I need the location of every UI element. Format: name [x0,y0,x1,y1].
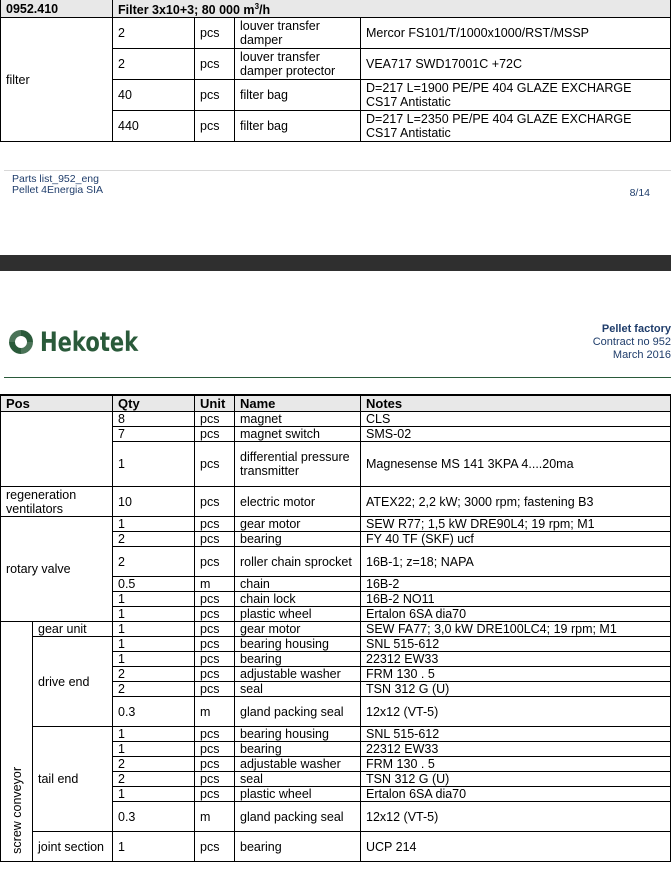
unit-cell: pcs [195,532,235,547]
footer-doc-name: Parts list_952_eng [12,173,99,185]
notes-cell: 16B-1; z=18; NAPA [361,547,671,577]
unit-cell: pcs [195,592,235,607]
filter-table [0,0,671,142]
table-row [1,412,671,427]
table-row [1,487,671,517]
notes-cell: ATEX22; 2,2 kW; 3000 rpm; fastening B3 [361,487,671,517]
notes-cell: CLS [361,412,671,427]
notes-cell: 12x12 (VT-5) [361,802,671,832]
page-8 [0,0,671,255]
unit-cell: pcs [195,652,235,667]
qty-cell: 8 [113,412,195,427]
notes-cell: SNL 515-612 [361,637,671,652]
footer-company: Pellet 4Energia SIA [12,184,104,196]
group-label: regeneration ventilators [1,487,113,517]
filter-title: Filter 3x10+3; 80 000 $m^3/h$ [113,0,671,18]
unit-cell: pcs [195,787,235,802]
qty-cell: 1 [113,442,195,487]
qty-cell: 1 [113,592,195,607]
qty-cell: 1 [113,787,195,802]
unit-cell: m [195,577,235,592]
unit-cell: pcs [195,111,235,142]
unit-cell: pcs [195,727,235,742]
notes-cell: FRM 130 . 5 [361,667,671,682]
notes-cell: TSN 312 G (U) [361,682,671,697]
col-pos: Pos [1,395,113,412]
contract-number: Contract no 952 [592,336,671,348]
table-header-row [1,395,671,412]
notes-cell: Magnesense MS 141 3KPA 4....20ma [361,442,671,487]
empty-group [1,412,113,487]
logo-wordmark: Hekotek [40,326,139,358]
qty-cell: 1 [113,637,195,652]
name-cell: bearing [235,832,361,862]
name-cell: bearing [235,532,361,547]
unit-cell: pcs [195,622,235,637]
name-cell: bearing [235,742,361,757]
filter-pos: 0952.410 [1,0,113,18]
name-cell: magnet [235,412,361,427]
notes-cell: 16B-2 [361,577,671,592]
qty-cell: 0.3 [113,697,195,727]
notes-cell: D=217 L=2350 PE/PE 404 GLAZE EXCHARGE CS17 Antistatic [361,111,671,142]
unit-cell: pcs [195,757,235,772]
qty-cell: 1 [113,607,195,622]
name-cell: bearing housing [235,727,361,742]
header-divider [4,377,671,378]
subgroup-label: drive end [33,637,113,727]
qty-cell: 2 [113,772,195,787]
unit-cell: pcs [195,517,235,532]
name-cell: plastic wheel [235,607,361,622]
qty-cell: 2 [113,667,195,682]
name-cell: filter bag [235,111,361,142]
name-cell: louver transfer damper protector [235,49,361,80]
notes-cell: SMS-02 [361,427,671,442]
name-cell: electric motor [235,487,361,517]
name-cell: roller chain sprocket [235,547,361,577]
page-separator [0,255,671,271]
name-cell: plastic wheel [235,787,361,802]
section-label-text: screw conveyor [9,767,24,854]
notes-cell: SNL 515-612 [361,727,671,742]
table-row [1,637,671,652]
unit-cell: pcs [195,18,235,49]
qty-cell: 7 [113,427,195,442]
col-unit: Unit [195,395,235,412]
name-cell: filter bag [235,80,361,111]
name-cell: gear motor [235,517,361,532]
notes-cell: Mercor FS101/T/1000x1000/RST/MSSP [361,18,671,49]
table-row [1,832,671,862]
col-qty: Qty [113,395,195,412]
qty-cell: 1 [113,742,195,757]
qty-cell: 1 [113,832,195,862]
subgroup-label: joint section [33,832,113,862]
group-label: rotary valve [1,517,113,622]
name-cell: gear motor [235,622,361,637]
subgroup-label: gear unit [33,622,113,637]
qty-cell: 2 [113,547,195,577]
name-cell: adjustable washer [235,667,361,682]
notes-cell: 12x12 (VT-5) [361,697,671,727]
table-row [1,517,671,532]
table-row [1,727,671,742]
notes-cell: 22312 EW33 [361,742,671,757]
qty-cell: 1 [113,727,195,742]
unit-cell: pcs [195,547,235,577]
notes-cell: VEA717 SWD17001C +72C [361,49,671,80]
unit-cell: pcs [195,607,235,622]
notes-cell: TSN 312 G (U) [361,772,671,787]
group-label: filter [1,18,113,142]
page-number: 8/14 [629,187,650,199]
parts-table [0,394,671,862]
unit-cell: pcs [195,487,235,517]
unit-cell: m [195,802,235,832]
name-cell: chain [235,577,361,592]
name-cell: magnet switch [235,427,361,442]
qty-cell: 2 [113,49,195,80]
qty-cell: 1 [113,517,195,532]
unit-cell: pcs [195,637,235,652]
hekotek-logo-icon [6,327,36,357]
qty-cell: 1 [113,622,195,637]
notes-cell: 16B-2 NO11 [361,592,671,607]
name-cell: differential pressure transmitter [235,442,361,487]
qty-cell: 40 [113,80,195,111]
name-cell: seal [235,682,361,697]
unit-cell: pcs [195,682,235,697]
name-cell: bearing housing [235,637,361,652]
name-cell: louver transfer damper [235,18,361,49]
unit-cell: pcs [195,742,235,757]
qty-cell: 2 [113,532,195,547]
unit-cell: pcs [195,49,235,80]
name-cell: seal [235,772,361,787]
col-name: Name [235,395,361,412]
page-9 [0,271,671,896]
notes-cell: FY 40 TF (SKF) ucf [361,532,671,547]
notes-cell: UCP 214 [361,832,671,862]
footer-divider [4,170,671,171]
unit-cell: m [195,697,235,727]
col-notes: Notes [361,395,671,412]
name-cell: gland packing seal [235,802,361,832]
section-label [1,622,33,862]
name-cell: chain lock [235,592,361,607]
name-cell: bearing [235,652,361,667]
filter-header-row [1,0,671,18]
table-row [1,622,671,637]
unit-cell: pcs [195,80,235,111]
qty-cell: 10 [113,487,195,517]
footer-doc-info [12,174,103,196]
unit-cell: pcs [195,667,235,682]
unit-cell: pcs [195,832,235,862]
qty-cell: 0.3 [113,802,195,832]
unit-cell: pcs [195,412,235,427]
notes-cell: FRM 130 . 5 [361,757,671,772]
qty-cell: 440 [113,111,195,142]
notes-cell: D=217 L=1900 PE/PE 404 GLAZE EXCHARGE CS17 Antistatic [361,80,671,111]
qty-cell: 2 [113,757,195,772]
unit-cell: pcs [195,442,235,487]
notes-cell: Ertalon 6SA dia70 [361,607,671,622]
project-name: Pellet factory [601,323,671,335]
unit-cell: pcs [195,427,235,442]
qty-cell: 1 [113,652,195,667]
qty-cell: 2 [113,18,195,49]
notes-cell: 22312 EW33 [361,652,671,667]
hekotek-logo [6,322,166,362]
name-cell: adjustable washer [235,757,361,772]
qty-cell: 0.5 [113,577,195,592]
subgroup-label: tail end [33,727,113,832]
unit-cell: pcs [195,772,235,787]
table-row [1,18,671,49]
notes-cell: Ertalon 6SA dia70 [361,787,671,802]
qty-cell: 2 [113,682,195,697]
notes-cell: SEW R77; 1,5 kW DRE90L4; 19 rpm; M1 [361,517,671,532]
notes-cell: SEW FA77; 3,0 kW DRE100LC4; 19 rpm; M1 [361,622,671,637]
document-header-info [593,323,671,362]
document-date: March 2016 [612,349,671,361]
name-cell: gland packing seal [235,697,361,727]
